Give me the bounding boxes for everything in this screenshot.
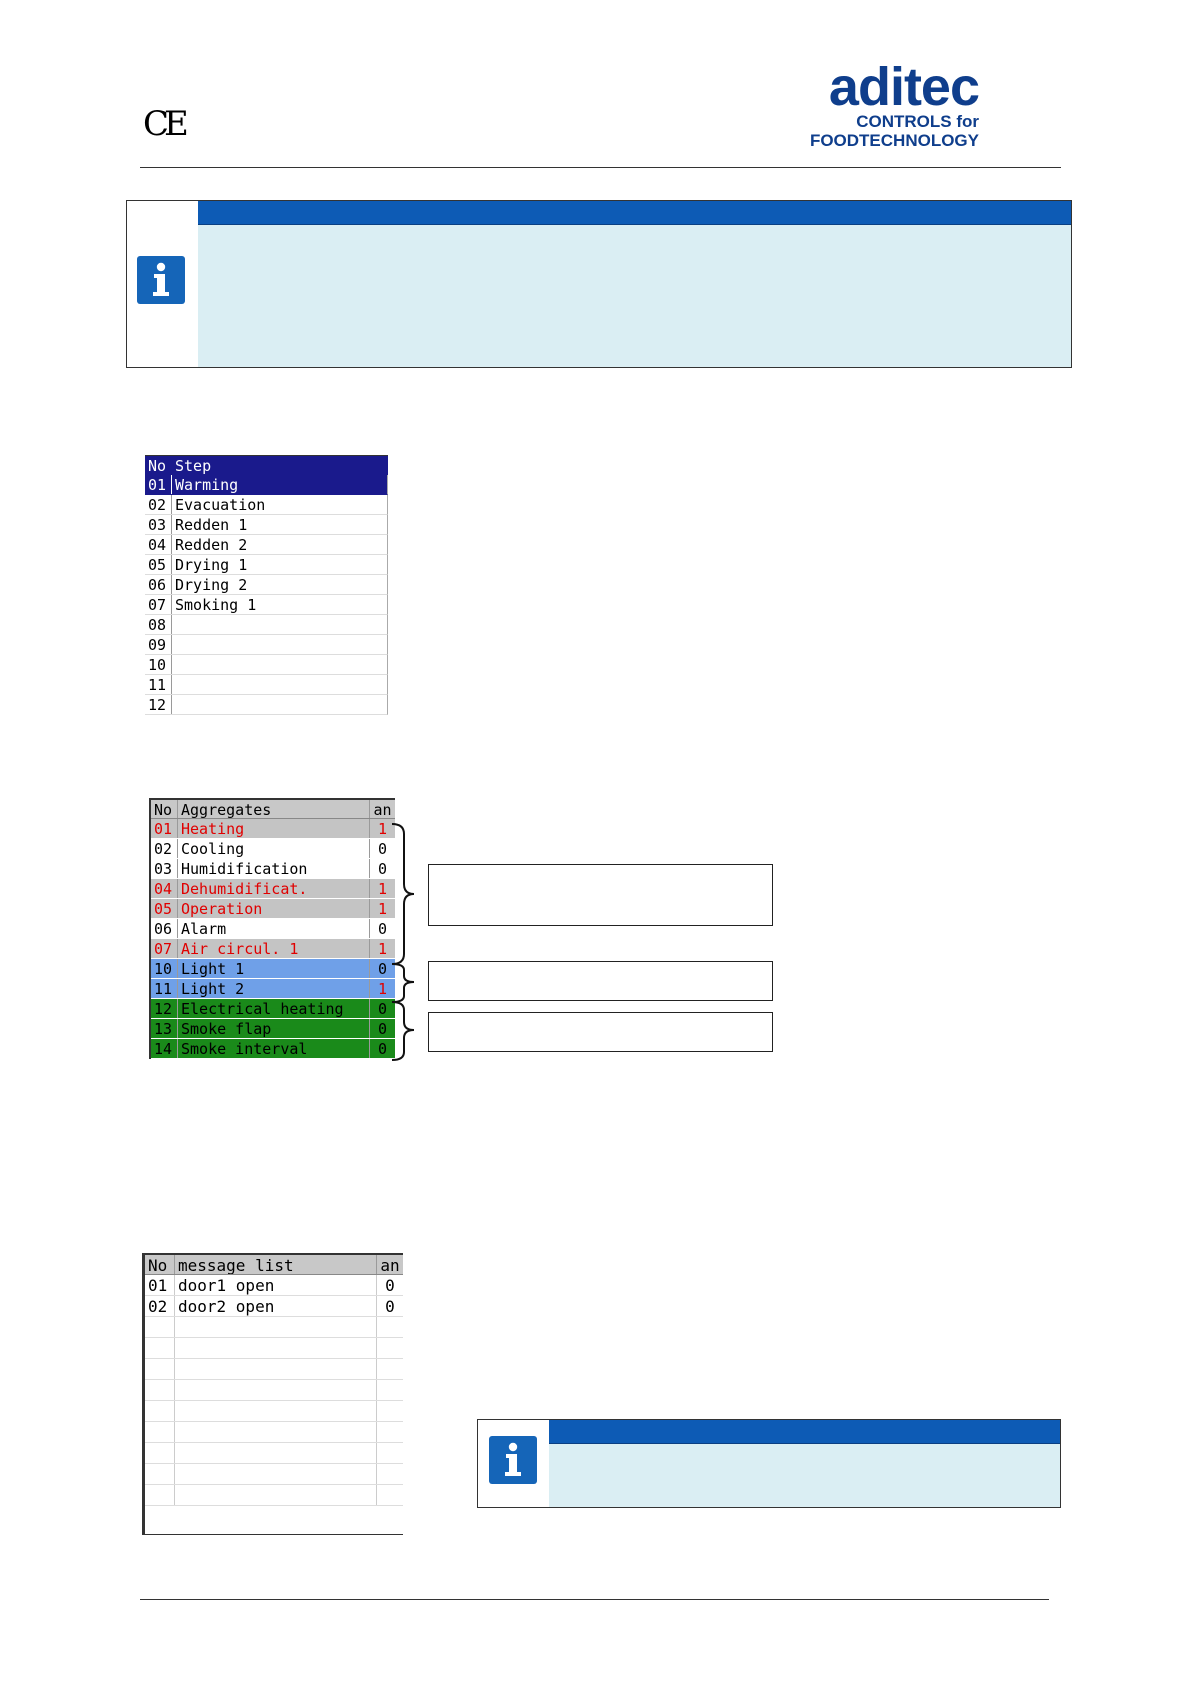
message-value (376, 1464, 403, 1484)
message-no (145, 1443, 175, 1463)
info-box-title-bar (198, 201, 1071, 225)
step-row[interactable] (145, 615, 388, 635)
info-box-icon-column (127, 201, 199, 367)
message-row[interactable] (145, 1275, 403, 1296)
aggregate-value: 1 (369, 899, 395, 918)
aggregate-no: 02 (151, 839, 178, 858)
message-no: 01 (145, 1275, 175, 1295)
step-label: Evacuation (175, 496, 266, 514)
message-row[interactable] (145, 1380, 403, 1401)
message-value (376, 1422, 403, 1442)
header-no: No (151, 800, 178, 818)
aggregate-value: 1 (369, 879, 395, 898)
logo-line2: FOODTECHNOLOGY (809, 131, 979, 150)
aggregate-label: Heating (181, 820, 245, 838)
callout-box-gray (428, 864, 773, 926)
aggregate-value: 0 (369, 959, 395, 978)
aggregate-label: Humidification (181, 860, 308, 878)
header-divider (140, 167, 1061, 168)
step-row[interactable] (145, 555, 388, 575)
header-no: No (145, 1255, 175, 1274)
message-value (376, 1485, 403, 1505)
message-no: 02 (145, 1296, 175, 1316)
aggregate-value: 1 (369, 819, 395, 838)
aggregate-row[interactable] (151, 1039, 395, 1059)
info-box-icon-column (478, 1420, 550, 1507)
aggregate-value: 0 (369, 1019, 395, 1038)
aggregate-row[interactable] (151, 959, 395, 979)
aggregate-row[interactable] (151, 1019, 395, 1039)
aggregate-label: Dehumidificat. (181, 880, 308, 898)
message-row[interactable] (145, 1338, 403, 1359)
step-row[interactable] (145, 675, 388, 695)
step-no: 10 (145, 655, 172, 674)
curly-brace-icon (390, 822, 424, 1062)
aggregate-value: 1 (369, 979, 395, 998)
aggregate-row[interactable] (151, 919, 395, 939)
step-label (172, 655, 387, 674)
ce-mark: CE (143, 104, 184, 144)
aggregate-value: 0 (369, 1039, 395, 1058)
step-label: Redden 1 (175, 516, 248, 534)
step-label: Redden 2 (175, 536, 248, 554)
message-value (376, 1380, 403, 1400)
step-no: 07 (145, 595, 172, 614)
message-label (175, 1485, 376, 1505)
step-label (172, 635, 387, 654)
message-no (145, 1401, 175, 1421)
message-no (145, 1359, 175, 1379)
aggregate-label: Electrical heating (181, 1000, 344, 1018)
message-row[interactable] (145, 1485, 403, 1506)
aggregate-no: 05 (151, 899, 178, 918)
info-icon (137, 256, 185, 304)
message-row[interactable] (145, 1317, 403, 1338)
logo-name: aditec (828, 57, 979, 117)
message-row[interactable] (145, 1443, 403, 1464)
step-label: Drying 2 (175, 576, 248, 594)
message-label (175, 1380, 376, 1400)
message-row[interactable] (145, 1296, 403, 1317)
aggregate-no: 13 (151, 1019, 178, 1038)
step-row[interactable] (145, 515, 388, 535)
message-value (376, 1359, 403, 1379)
aggregate-label: Light 2 (181, 980, 245, 998)
aggregate-no: 12 (151, 999, 178, 1018)
step-no: 03 (145, 515, 172, 534)
message-value (376, 1338, 403, 1358)
info-box-1 (126, 200, 1072, 368)
header-aggregates: Aggregates (181, 801, 272, 818)
aggregate-row[interactable] (151, 939, 395, 959)
aditec-logo (809, 57, 979, 150)
step-row[interactable] (145, 495, 388, 515)
step-row[interactable] (145, 595, 388, 615)
message-row[interactable] (145, 1464, 403, 1485)
step-no: 11 (145, 675, 172, 694)
message-row[interactable] (145, 1359, 403, 1380)
info-icon (489, 1436, 537, 1484)
step-no: 05 (145, 555, 172, 574)
message-label (175, 1422, 376, 1442)
step-label (172, 695, 387, 714)
message-label (175, 1464, 376, 1484)
aggregate-label: Cooling (181, 840, 245, 858)
aggregate-row[interactable] (151, 839, 395, 859)
step-table (145, 455, 388, 715)
step-no: 01 (145, 475, 172, 494)
step-label: Drying 1 (175, 556, 248, 574)
message-label (175, 1317, 376, 1337)
message-label: door2 open (178, 1297, 275, 1316)
step-no: 06 (145, 575, 172, 594)
info-box-2 (477, 1419, 1061, 1508)
aggregate-value: 1 (369, 939, 395, 958)
message-label (175, 1338, 376, 1358)
step-row[interactable] (145, 655, 388, 675)
aggregate-row[interactable] (151, 899, 395, 919)
message-no (145, 1338, 175, 1358)
message-label (175, 1359, 376, 1379)
aggregate-label: Smoke interval (181, 1040, 308, 1058)
aggregate-label: Smoke flap (181, 1020, 272, 1038)
message-row[interactable] (145, 1401, 403, 1422)
aggregate-no: 03 (151, 859, 178, 878)
table-header (151, 798, 395, 819)
aggregate-row[interactable] (151, 999, 395, 1019)
aggregate-row[interactable] (151, 819, 395, 839)
aggregate-no: 10 (151, 959, 178, 978)
step-no: 12 (145, 695, 172, 714)
message-label: door1 open (178, 1276, 275, 1295)
message-no (145, 1317, 175, 1337)
message-label (175, 1443, 376, 1463)
logo-line1: CONTROLS for (856, 112, 979, 131)
aggregate-value: 0 (369, 839, 395, 858)
aggregate-label: Air circul. 1 (181, 940, 299, 958)
footer-divider (140, 1599, 1049, 1600)
step-no: 09 (145, 635, 172, 654)
aggregate-value: 0 (369, 999, 395, 1018)
aggregate-value: 0 (369, 919, 395, 938)
aggregate-value: 0 (369, 859, 395, 878)
step-no: 02 (145, 495, 172, 514)
callout-box-green (428, 1012, 773, 1052)
step-row[interactable] (145, 535, 388, 555)
header-step: Step (175, 457, 212, 475)
header-an: an (376, 1255, 403, 1274)
step-label (172, 615, 387, 634)
info-box-body (549, 1444, 1060, 1507)
message-no (145, 1464, 175, 1484)
message-row[interactable] (145, 1422, 403, 1443)
aggregate-no: 14 (151, 1039, 178, 1058)
step-label: Smoking 1 (175, 596, 257, 614)
aggregate-row[interactable] (151, 879, 395, 899)
header-no: No (145, 456, 172, 475)
message-value (376, 1443, 403, 1463)
step-no: 04 (145, 535, 172, 554)
table-header (145, 455, 388, 475)
aggregate-no: 11 (151, 979, 178, 998)
aggregate-row[interactable] (151, 979, 395, 999)
message-value: 0 (376, 1275, 403, 1295)
info-box-title-bar (549, 1420, 1060, 1444)
message-no (145, 1485, 175, 1505)
step-row[interactable] (145, 475, 388, 495)
aggregate-label: Alarm (181, 920, 227, 938)
callout-box-blue (428, 961, 773, 1001)
table-header (145, 1253, 403, 1275)
message-label (175, 1401, 376, 1421)
message-value (376, 1317, 403, 1337)
message-value: 0 (376, 1296, 403, 1316)
message-no (145, 1380, 175, 1400)
step-row[interactable] (145, 695, 388, 715)
aggregate-no: 04 (151, 879, 178, 898)
step-row[interactable] (145, 575, 388, 595)
aggregate-label: Light 1 (181, 960, 245, 978)
step-row[interactable] (145, 635, 388, 655)
aggregate-row[interactable] (151, 859, 395, 879)
aggregate-label: Operation (181, 900, 263, 918)
aggregate-no: 06 (151, 919, 178, 938)
message-list-table (142, 1253, 403, 1535)
step-no: 08 (145, 615, 172, 634)
info-box-body (198, 225, 1071, 367)
aggregate-no: 01 (151, 819, 178, 838)
aggregate-no: 07 (151, 939, 178, 958)
message-value (376, 1401, 403, 1421)
step-label (172, 675, 387, 694)
header-message-list: message list (178, 1256, 294, 1274)
aggregates-table (149, 798, 395, 1059)
message-no (145, 1422, 175, 1442)
step-label: Warming (175, 476, 239, 494)
header-an: an (369, 800, 395, 818)
